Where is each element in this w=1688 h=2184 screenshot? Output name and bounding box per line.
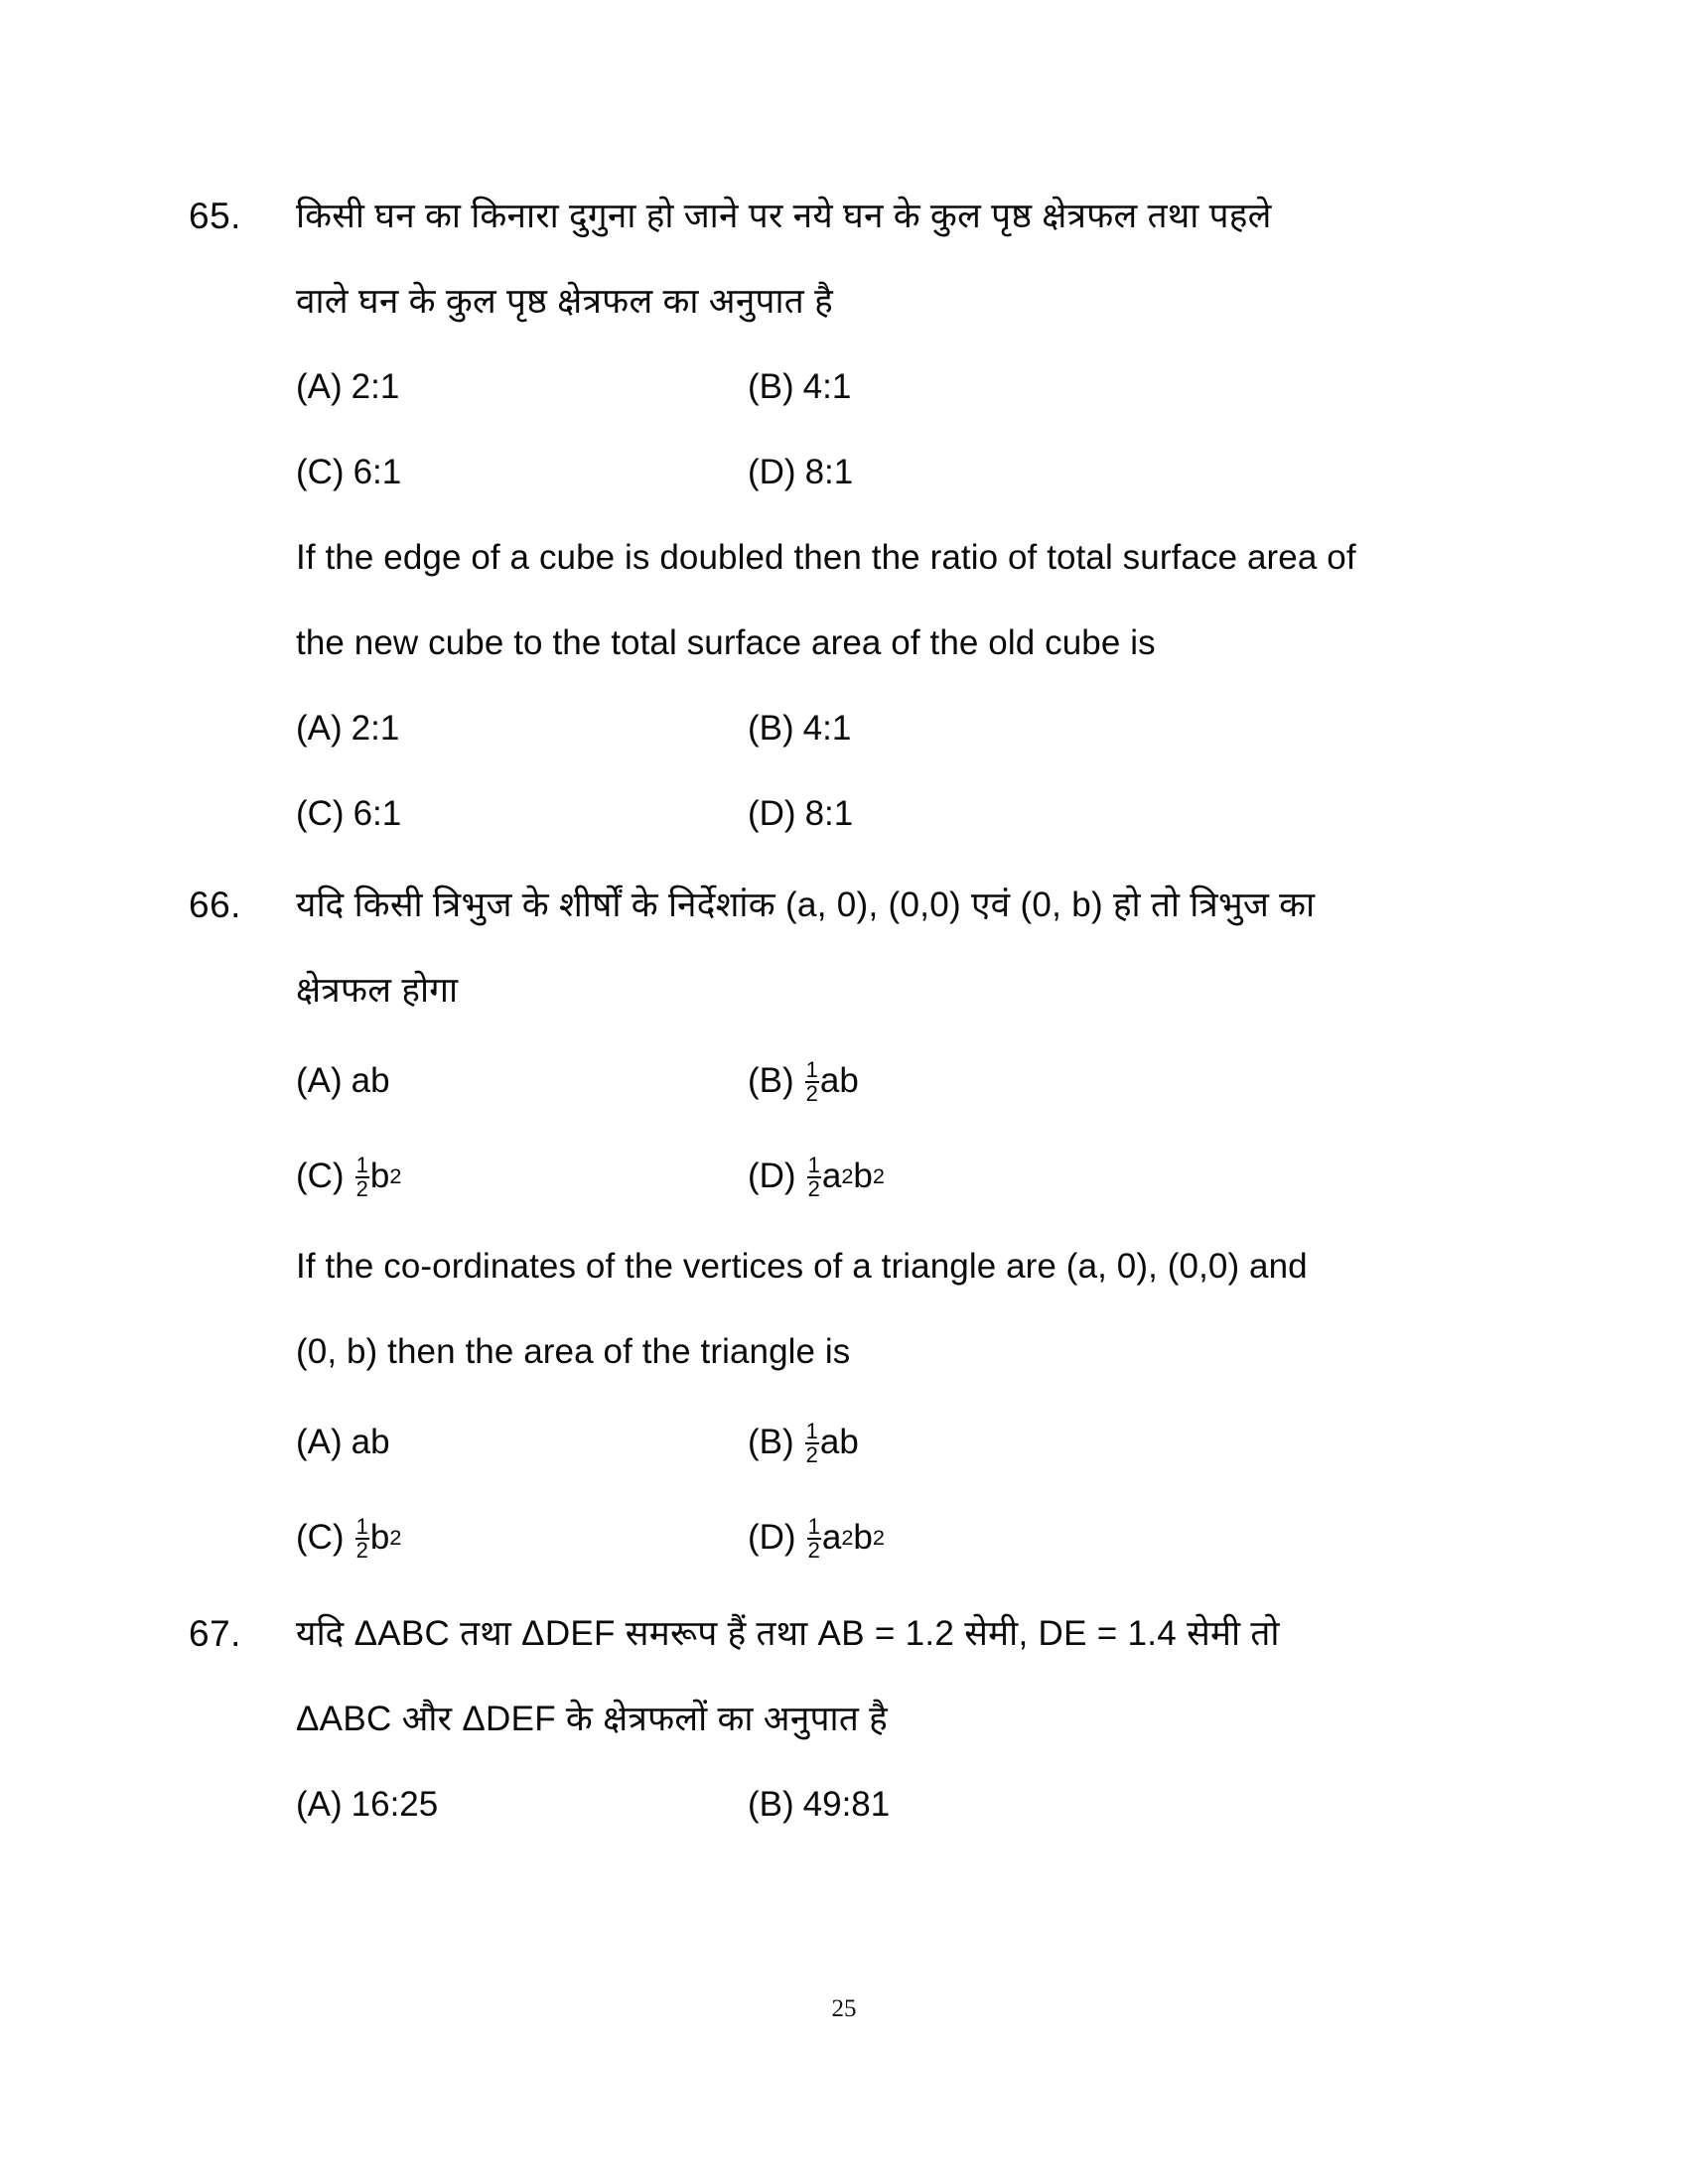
fraction-numerator: 1 [807, 1152, 820, 1177]
question-67-hindi-option-a[interactable] [296, 1762, 748, 1847]
question-67-hindi-line-1 [189, 1591, 1524, 1677]
question-65-hindi-option-b[interactable] [748, 344, 851, 430]
option-value: 8:1 [804, 453, 854, 491]
question-65-english-options-row-1 [189, 686, 1524, 771]
fraction-denominator: 2 [807, 1538, 820, 1563]
option-label: (A) [296, 367, 343, 406]
option-label: (B) [748, 1785, 794, 1824]
question-67-hindi-text-line-2: ΔABC और ΔDEF के क्षेत्रफलों का अनुपात है [296, 1700, 888, 1738]
option-label: (D) [748, 1157, 796, 1195]
question-65-english-option-a[interactable] [296, 686, 748, 771]
question-66-english-line-2 [189, 1309, 1524, 1395]
fraction-trailing-term: b [369, 1518, 390, 1557]
option-value: 4:1 [802, 367, 852, 406]
option-value: 49:81 [802, 1785, 891, 1824]
fraction-denominator: 2 [355, 1176, 368, 1201]
option-value-fraction: $\frac{1}{2}$ b 2 [353, 1490, 402, 1585]
fraction-denominator: 2 [807, 1176, 820, 1201]
option-value: 8:1 [804, 794, 854, 833]
option-value: 6:1 [352, 453, 402, 491]
question-66-english-text-line-1: If the co-ordinates of the vertices of a triangle are (a, 0), (0,0) and [296, 1247, 1308, 1286]
fraction-one-half [355, 1513, 369, 1563]
option-label: (A) [296, 1061, 343, 1100]
fraction-one-half [355, 1152, 369, 1201]
question-65-hindi-option-d[interactable] [748, 430, 853, 515]
option-label: (A) [296, 1785, 343, 1824]
option-label: (C) [296, 453, 345, 491]
page-number: 25 [831, 1995, 857, 2022]
option-value: ab [351, 1423, 390, 1461]
question-66-english-option-a[interactable] [296, 1395, 748, 1490]
fraction-numerator: 1 [355, 1513, 368, 1539]
fraction-trailing-term: a [821, 1157, 842, 1195]
question-66-hindi-line-2 [189, 948, 1524, 1033]
option-value-fraction [803, 1395, 859, 1490]
option-label: (B) [748, 1423, 794, 1461]
fraction-one-half [807, 1152, 821, 1201]
question-67-hindi-line-2 [189, 1677, 1524, 1762]
question-66-hindi-text-line-1: यदि किसी त्रिभुज के शीर्षों के निर्देशांक (a, 0), (0,0) एवं (0, b) हो तो त्रिभुज का [296, 886, 1316, 924]
question-65-english-option-b[interactable] [748, 686, 851, 771]
fraction-denominator: 2 [355, 1538, 368, 1563]
question-66-hindi-line-1 [189, 863, 1524, 948]
option-label: (B) [748, 367, 794, 406]
question-65-number: 65. [189, 196, 241, 236]
option-label: (A) [296, 709, 343, 748]
question-66-english-text-line-2: (0, b) then the area of the triangle is [296, 1332, 851, 1371]
option-value: 2:1 [351, 709, 400, 748]
option-label: (D) [748, 453, 796, 491]
question-66-english-option-d[interactable] [748, 1490, 885, 1585]
fraction-denominator: 2 [805, 1081, 818, 1106]
question-65-hindi-line-2 [189, 259, 1524, 344]
fraction-trailing-term: ab [819, 1061, 859, 1100]
question-65-english-line-2 [189, 601, 1524, 686]
question-66-english-options-row-2 [189, 1490, 1524, 1585]
question-65-hindi-option-c[interactable] [296, 430, 748, 515]
question-65-hindi-option-a[interactable] [296, 344, 748, 430]
option-label: (C) [296, 1157, 345, 1195]
question-66-hindi-option-d[interactable] [748, 1129, 885, 1224]
option-label: (B) [748, 709, 794, 748]
question-65-hindi-text-line-1: किसी घन का किनारा दुगुना हो जाने पर नये घन के कुल पृष्ठ क्षेत्रफल तथा पहले [296, 197, 1272, 235]
option-label: (D) [748, 1518, 796, 1557]
question-66 [189, 863, 1524, 1585]
fraction-one-half [805, 1418, 819, 1467]
question-65-english-option-d[interactable] [748, 771, 853, 857]
question-65-hindi-text-line-2: वाले घन के कुल पृष्ठ क्षेत्रफल का अनुपात है [296, 282, 833, 321]
option-label: (C) [296, 1518, 345, 1557]
option-value: 2:1 [351, 367, 400, 406]
question-66-english-options-row-1 [189, 1395, 1524, 1490]
fraction-numerator: 1 [805, 1056, 818, 1082]
fraction-trailing-term: ab [819, 1423, 859, 1461]
fraction-trailing-term-2: b [853, 1157, 873, 1195]
option-value: 16:25 [351, 1785, 439, 1824]
question-65 [189, 174, 1524, 857]
option-label: (D) [748, 794, 796, 833]
fraction-numerator: 1 [807, 1513, 820, 1539]
option-value: 4:1 [802, 709, 852, 748]
question-65-hindi-options-row-2 [189, 430, 1524, 515]
question-66-hindi-text-line-2: क्षेत्रफल होगा [296, 971, 459, 1010]
fraction-one-half [807, 1513, 821, 1563]
question-66-hindi-option-a[interactable] [296, 1033, 748, 1129]
option-value-fraction: $\frac{1}{2}$ a 2 b 2 [805, 1129, 885, 1224]
option-label: (C) [296, 794, 345, 833]
fraction-denominator: 2 [805, 1442, 818, 1467]
question-65-english-options-row-2 [189, 771, 1524, 857]
question-66-english-line-1 [189, 1224, 1524, 1309]
option-label: (B) [748, 1061, 794, 1100]
question-67-hindi-option-b[interactable] [748, 1762, 890, 1847]
question-66-hindi-options-row-1 [189, 1033, 1524, 1129]
question-65-hindi-line-1 [189, 174, 1524, 259]
question-66-english-option-c[interactable] [296, 1490, 748, 1585]
fraction-trailing-term: a [821, 1518, 842, 1557]
fraction-numerator: 1 [805, 1418, 818, 1443]
question-67-hindi-options-row-1 [189, 1762, 1524, 1847]
option-value: ab [351, 1061, 390, 1100]
option-value: 6:1 [352, 794, 402, 833]
question-65-english-text-line-1: If the edge of a cube is doubled then the ratio of total surface area of [296, 538, 1356, 577]
option-value-fraction: $\frac{1}{2}$ b 2 [353, 1129, 402, 1224]
question-67-hindi-text-line-1: यदि ΔABC तथा ΔDEF समरूप हैं तथा AB = 1.2 सेमी, DE = 1.4 सेमी तो [296, 1614, 1280, 1653]
option-label: (A) [296, 1423, 343, 1461]
question-67-number: 67. [189, 1613, 241, 1654]
fraction-numerator: 1 [355, 1152, 368, 1177]
option-value-fraction: $\frac{1}{2}$ a 2 b 2 [805, 1490, 885, 1585]
question-65-english-option-c[interactable] [296, 771, 748, 857]
question-65-english-text-line-2: the new cube to the total surface area of the old cube is [296, 623, 1156, 662]
question-66-hindi-option-c[interactable] [296, 1129, 748, 1224]
fraction-one-half [805, 1056, 819, 1106]
question-66-hindi-option-b[interactable] [748, 1033, 859, 1129]
question-65-hindi-options-row-1 [189, 344, 1524, 430]
question-66-hindi-options-row-2 [189, 1129, 1524, 1224]
question-66-english-option-b[interactable] [748, 1395, 859, 1490]
fraction-trailing-term-2: b [853, 1518, 873, 1557]
question-66-number: 66. [189, 885, 241, 925]
fraction-trailing-term: b [369, 1157, 390, 1195]
question-67 [189, 1591, 1524, 1847]
option-value-fraction [803, 1033, 859, 1129]
question-65-english-line-1 [189, 515, 1524, 601]
